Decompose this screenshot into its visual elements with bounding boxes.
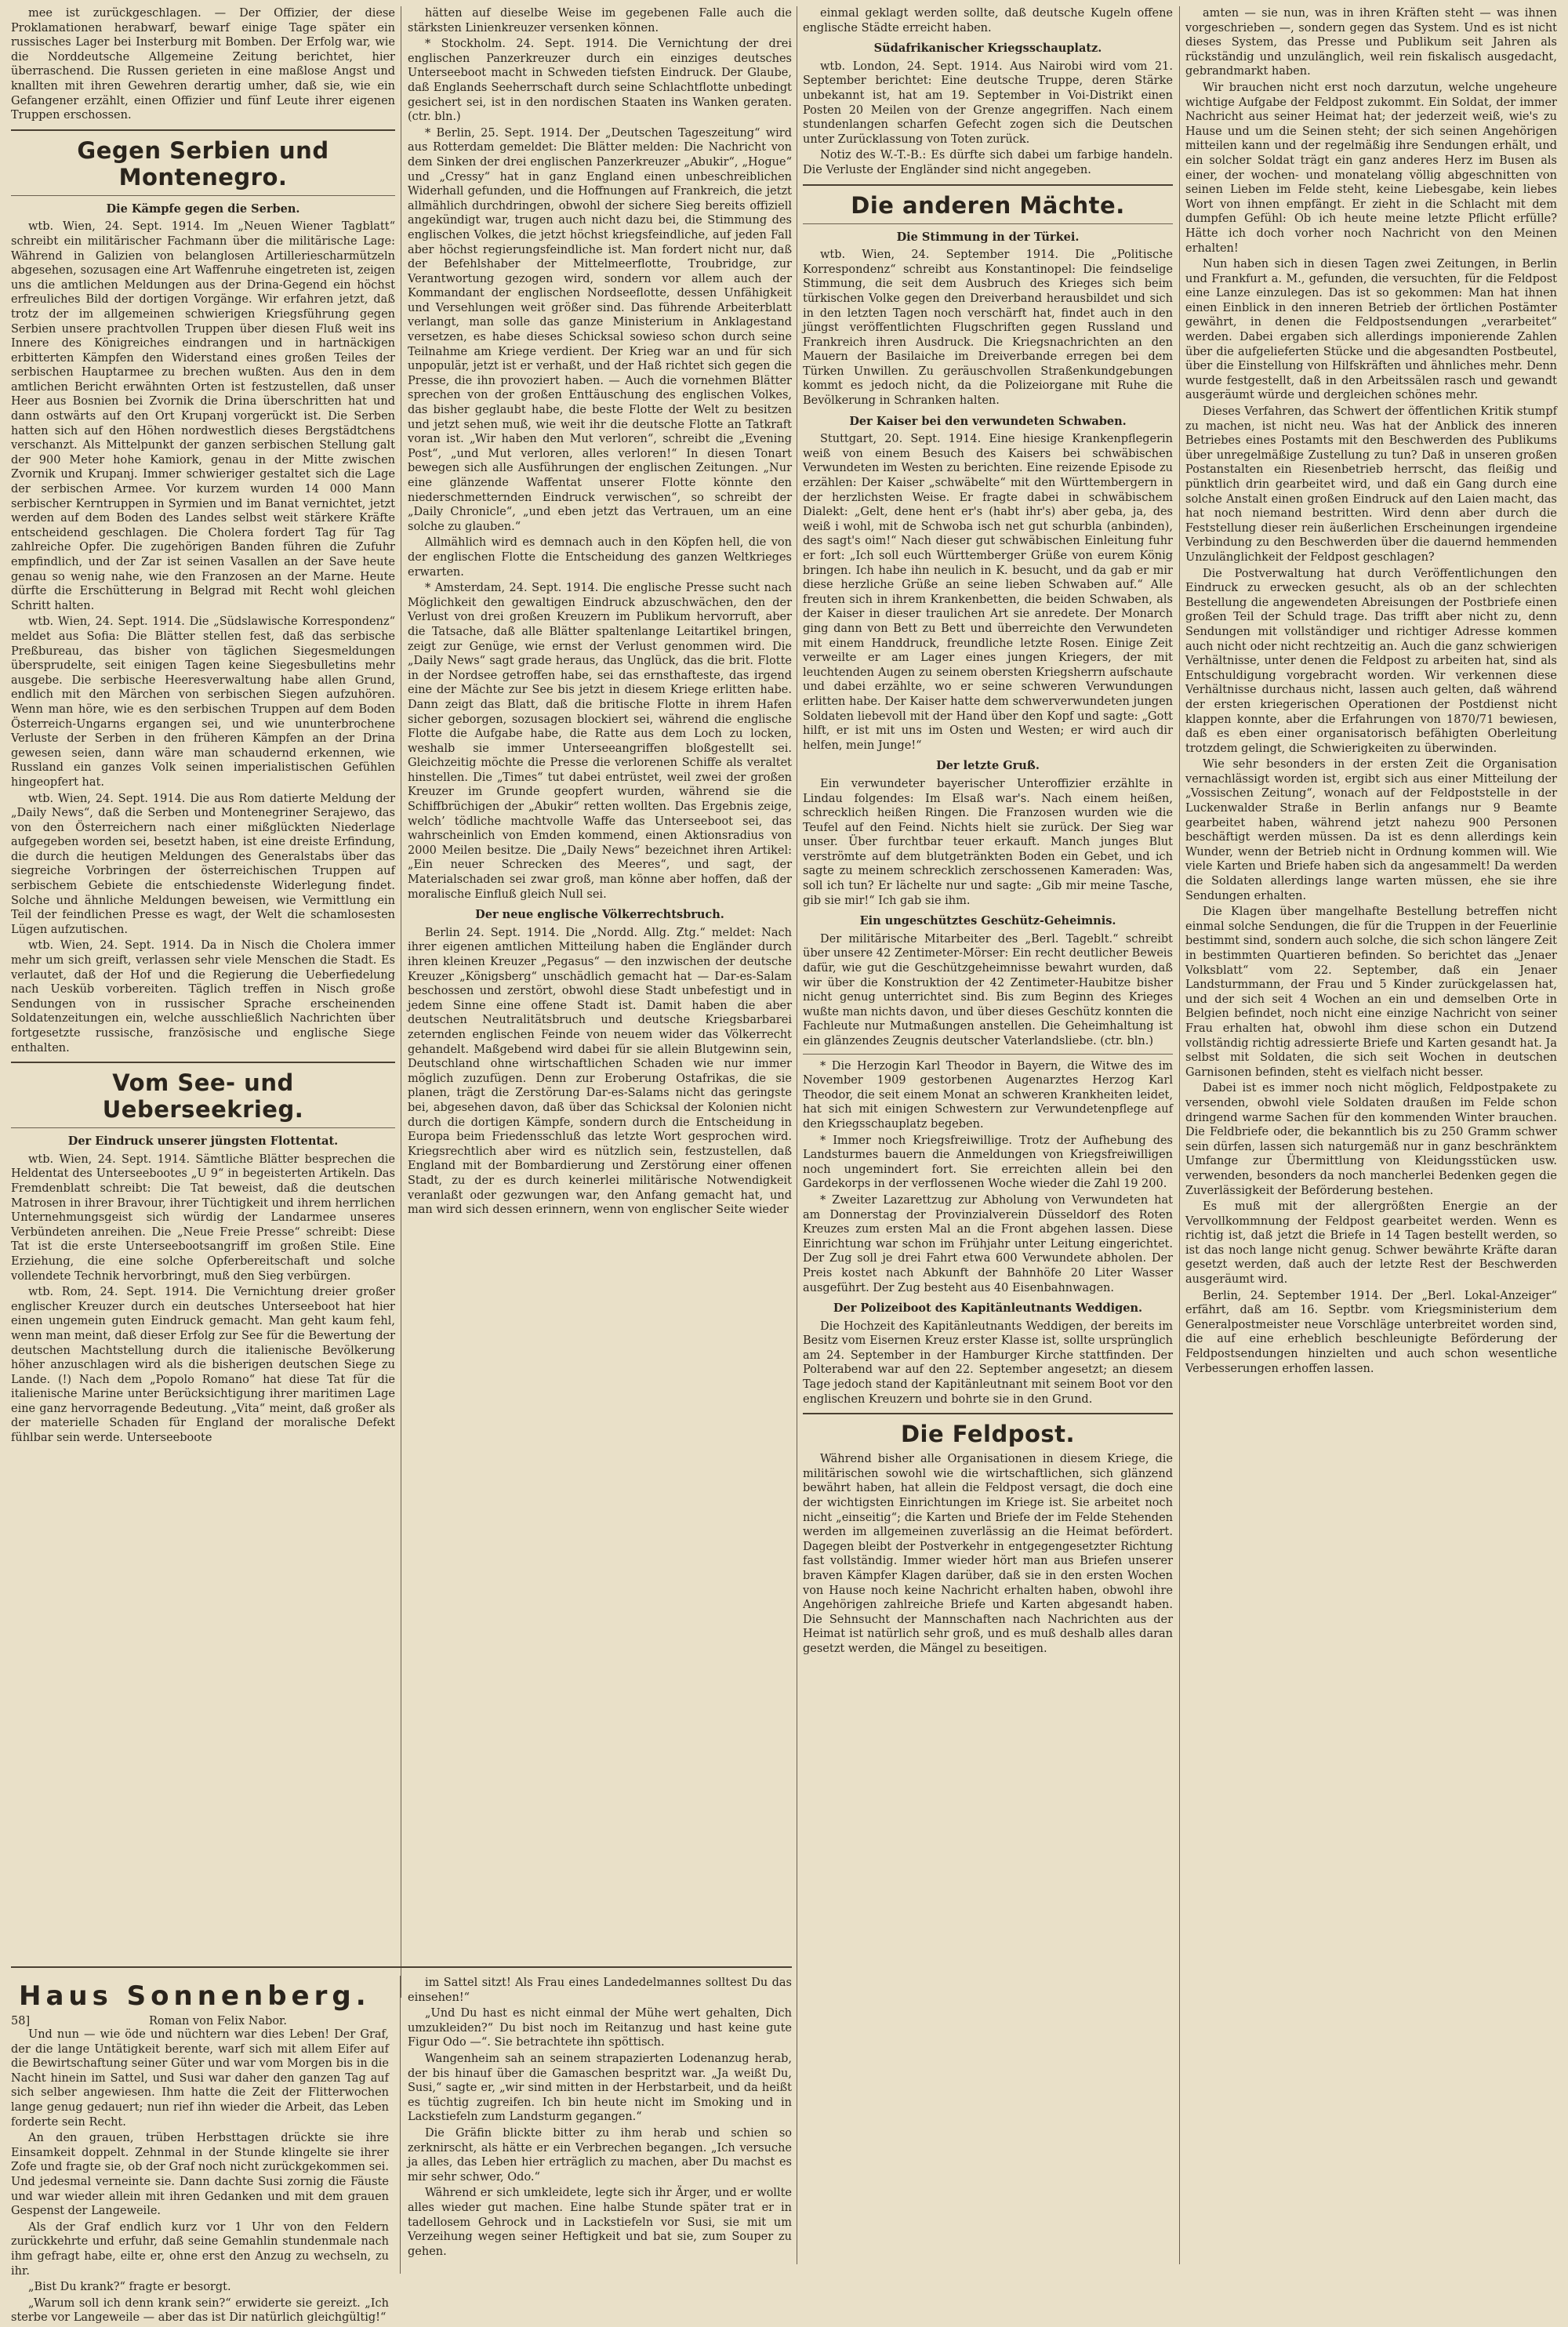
- subheading: Die Stimmung in der Türkei.: [896, 230, 1080, 244]
- article-paragraph: * Immer noch Kriegsfreiwillige. Trotz der Aufhebung des Landsturmes bauern die Anmeldungen von Kriegsfreiwilligen noch ungemindert fort. Sie erreichten allein bei den Gardekorps in der verflossenen Woche wieder die Zahl 19 200.: [803, 1134, 1173, 1191]
- subheading: Der Polizeiboot des Kapitänleutnants Weddigen.: [833, 1301, 1143, 1316]
- novel-paragraph: Und nun — wie öde und nüchtern war dies Leben! Der Graf, der die lange Untätigkeit berente, warf sich mit allem Eifer auf die Bewirtschaftung seiner Güter und war vom Morgen bis in die Nacht hinein im Sattel, und Susi war daher den ganzen Tag auf sich selber angewiesen. Ihm hatte die Zeit der Flitterwochen lange genug gedauert; nun rief ihn wieder die Arbeit, das Leben forderte sein Recht.: [11, 2028, 389, 2129]
- installment-number: 58]: [11, 2015, 31, 2028]
- subheading: Der Kaiser bei den verwundeten Schwaben.: [849, 414, 1127, 428]
- article-paragraph: Dieses Verfahren, das Schwert der öffentlichen Kritik stumpf zu machen, ist nicht neu. Was hat der Anblick des inneren Betriebes eines Postamts mit den Beschwerden des Publikums über unregelmäßige Zustellung zu tun? Daß in unseren großen Postanstalten ein Riesenbetrieb herrscht, das fleißig und pünktlich drin gearbeitet wird, und daß ein Gang durch eine solche Anstalt einen großen Eindruck auf den Laien macht, das hat noch niemand bestritten. Wird denn aber durch die Feststellung dieser rein äußerlichen Erscheinungen irgendeine Verbindung zu den Beschwerden über die dauernd hemmenden Unzulänglichkeit der Feldpost geschlagen?: [1185, 405, 1557, 564]
- column-4: [1185, 6, 1557, 1378]
- subheading: Ein ungeschütztes Geschütz-Geheimnis.: [859, 914, 1116, 928]
- article-paragraph: Der militärische Mitarbeiter des „Berl. Tageblt.“ schreibt über unsere 42 Zentimeter-Mörser: Ein recht deutlicher Beweis dafür, wie gut die Geschützgeheimnisse bewahrt wurden, daß wir über die Konstruktion der 42 Zentimeter-Haubitze bisher nicht genug unterrichtet sind. Bis zum Beginn des Krieges wußte man nichts davon, und über dieses Geschütz konnten die Fachleute nur Mutmaßungen anstellen. Die Geheimhaltung ist ein glänzendes Zeugnis deutscher Vaterlandsliebe. (ctr. bln.): [803, 932, 1173, 1047]
- article-paragraph: Notiz des W.-T.-B.: Es dürfte sich dabei um farbige handeln. Die Verluste der Engländer sind nicht angegeben.: [803, 149, 1173, 176]
- article-paragraph: Wie sehr besonders in der ersten Zeit die Organisation vernachlässigt worden ist, ergibt sich aus einer Mitteilung der „Vossischen Zeitung“, wonach auf der Feldpoststelle in der Luckenwalder Straße in Berlin anfangs nur 9 Beamte gearbeitet haben, während jetzt nahezu 900 Personen beschäftigt werden müssen. Da ist es denn allerdings kein Wunder, wenn der Betrieb nicht in Ordnung kommen will. Wie viele Karten und Briefe haben sich da angesammelt! Da werden die Soldaten allerdings lange warten müssen, ehe sie ihre Sendungen erhalten.: [1185, 758, 1557, 902]
- article-paragraph: wtb. Rom, 24. Sept. 1914. Die Vernichtung dreier großer englischer Kreuzer durch ein deutsches Unterseeboot hat hier einen ungemein guten Eindruck gemacht. Man geht kaum fehl, wenn man meint, daß dieser Erfolg zur See für die Bewertung der deutschen Machtstellung durch die italienische Bevölkerung höher anzuschlagen wird als die bisherigen deutschen Siege zu Lande. (!) Nach dem „Popolo Romano“ hat diese Tat für die italienische Marine unter Berücksichtigung ihrer maritimen Lage eine ganz hervorragende Bedeutung. „Vita“ meint, daß großer als der materielle Schaden für England der moralische Defekt fühlbar sein werde. Unterseeboote: [11, 1286, 395, 1445]
- article-paragraph: * Zweiter Lazarettzug zur Abholung von Verwundeten hat am Donnerstag der Provinzialverein Düsseldorf des Roten Kreuzes zum ersten Mal an die Front abgehen lassen. Diese Einrichtung war schon im Frühjahr unter Leitung eingerichtet. Der Zug soll je drei Fahrt etwa 600 Verwundete abholen. Der Preis kostet nach Abkunft der Bahnhöfe 20 Liter Wasser ausgeführt. Der Zug besteht aus 40 Eisenbahnwagen.: [803, 1193, 1173, 1294]
- article-paragraph: wtb. London, 24. Sept. 1914. Aus Nairobi wird vom 21. September berichtet: Eine deutsche Truppe, deren Stärke unbekannt ist, hat am 19. September in Voi-Distrikt einen Posten 20 Meilen von der Grenze angegriffen. Nach einem stundenlangen scharfen Gefecht zogen sich die Deutschen unter Zurücklassung von Toten zurück.: [803, 60, 1173, 146]
- subheading: Südafrikanischer Kriegsschauplatz.: [873, 42, 1102, 56]
- feuilleton: [11, 1976, 792, 2325]
- section-title-feldpost: Die Feldpost.: [900, 1421, 1076, 1448]
- article-paragraph: Dabei ist es immer noch nicht möglich, Feldpostpakete zu versenden, obwohl viele Soldaten draußen im Felde schon dringend warme Sachen für den kommenden Winter brauchen. Die Feldbriefe oder, die bekanntlich bis zu 250 Gramm schwer sein dürfen, lassen sich naturgemäß nur in ganz beschränktem Umfange zur Übermittlung von Kleidungsstücken usw. verwenden, besonders da noch mancherlei Bedenken gegen die Zuverlässigkeit der Beförderung bestehen.: [1185, 1082, 1557, 1197]
- feuilleton-title: Haus Sonnenberg.: [19, 1980, 371, 2012]
- novel-paragraph: Während er sich umkleidete, legte sich ihr Ärger, und er wollte alles wieder gut machen. Eine halbe Stunde später trat er in tadellosem Gehrock und in Lackstiefeln vor Susi, sie mit um Verzeihung wegen seiner Heftigkeit und bat sie, zum Souper zu gehen.: [408, 2187, 792, 2258]
- article-paragraph: wtb. Wien, 24. Sept. 1914. Die „Südslawische Korrespondenz“ meldet aus Sofia: Die Blätter stellen fest, daß das serbische Preßbureau, das bisher von täglichen Siegesmeldungen übersprudelte, seit einigen Tagen keine Siegesbulletins mehr ausgebe. Die serbische Heeresverwaltung habe allen Grund, endlich mit den Märchen von serbischen Siegen aufzuhören. Wenn man höre, wie es den serbischen Truppen auf dem Boden Österreich-Ungarns ergangen sei, und wie ununterbrochene Verluste der Serben in den früheren Kämpfen an der Drina gewesen seien, dann wäre man schaudernd erkennen, wie Russland ein ganzes Volk seinen imperialistischen Gefühlen hingeopfert hat.: [11, 615, 395, 789]
- divider: [11, 195, 395, 196]
- article-paragraph: Die Klagen über mangelhafte Bestellung betreffen nicht einmal solche Sendungen, die für die Truppen in der Feuerlinie bestimmt sind, sondern auch solche, die sich schon längere Zeit in bestimmten Quartieren befinden. So berichtet das „Jenaer Volksblatt“ vom 22. September, daß ein Jenaer Landsturmmann, der Frau und 5 Kinder zurückgelassen hat, und der sich seit 4 Wochen an ein und demselben Orte in Belgien befindet, noch nicht eine einzige Nachricht von seiner Frau erhalten hat, obwohl ihm diese schon ein Dutzend vollständig richtig adressierte Briefe und Karten gesandt hat. Ja selbst mit Soldaten, die sich seit Wochen in deutschen Garnisonen befinden, steht es vielfach nicht besser.: [1185, 906, 1557, 1079]
- intro-paragraph: mee ist zurückgeschlagen. — Der Offizier, der diese Proklamationen herabwarf, bewarf einige Tage später ein russisches Lager bei Insterburg mit Bomben. Der Erfolg war, wie die Norddeutsche Allgemeine Zeitung berichtet, hier überraschend. Die Russen gerieten in eine maßlose Angst und knallten mit ihren Gewehren derartig umher, daß sie, wie ein Gefangener erzählt, einen Offizier und fünf Leute ihrer eigenen Truppen erschossen.: [11, 7, 395, 122]
- section-title-serbien: Gegen Serbien und Montenegro.: [77, 136, 329, 191]
- article-paragraph: hätten auf dieselbe Weise im gegebenen Falle auch die stärksten Linienkreuzer versenken können.: [408, 7, 792, 34]
- article-paragraph: Wir brauchen nicht erst noch darzutun, welche ungeheure wichtige Aufgabe der Feldpost zukommt. Ein Soldat, der immer Nachricht aus seiner Heimat hat; der jederzeit weiß, wie's zu Hause und um die Seinen steht; der sich seinen Angehörigen mitteilen kann und der regelmäßig ihre Sendungen erhält, und ein solcher Soldat trägt ein ganz anderes Herz im Busen als einer, der wochen- und monatelang völlig abgeschnitten von seinen Lieben im Felde steht, keine Liebesgabe, kein liebes Wort von ihnen empfängt. Er zieht in die Schlacht mit dem dumpfen Gefühl: Ob ich heute meine letzte Pflicht erfülle? Hätte ich doch vorher noch Nachricht von den Meinen erhalten!: [1185, 81, 1557, 255]
- novel-paragraph: Wangenheim sah an seinem strapazierten Lodenanzug herab, der bis hinauf über die Gamaschen bespritzt war. „Ja weißt Du, Susi,“ sagte er, „wir sind mitten in der Herbstarbeit, und da heißt es tüchtig zugreifen. Ich bin heute nicht im Smoking und in Lackstiefeln zum Landsturm gegangen.“: [408, 2052, 792, 2124]
- novel-paragraph: „Warum soll ich denn krank sein?“ erwiderte sie gereizt. „Ich sterbe vor Langeweile — aber das ist Dir natürlich gleichgültig!“: [11, 2296, 389, 2325]
- article-paragraph: wtb. Wien, 24. Sept. 1914. Sämtliche Blätter besprechen die Heldentat des Unterseebootes „U 9“ in begeisterten Artikeln. Das Fremdenblatt schreibt: Die Tat beweist, daß die deutschen Matrosen in ihrer Bravour, ihrer Tüchtigkeit und ihrem herrlichen Unternehmungsgeist sich würdig der Landarmee unseres Verbündeten anreihen. Die „Neue Freie Presse“ schreibt: Diese Tat ist die erste Unterseebootsangriff im großen Stile. Eine Erziehung, die eine solche Opferbereitschaft und solche vollendete Technik hervorbringt, muß den Sieg verbürgen.: [11, 1153, 395, 1283]
- column-2: [408, 6, 792, 1219]
- novel-paragraph: Die Gräfin blickte bitter zu ihm herab und schien so zerknirscht, als hätte er ein Verbrechen begangen. „Ich versuche ja alles, das Leben hier erträglich zu machen, aber Du machst es mir sehr schwer, Odo.“: [408, 2126, 792, 2184]
- article-paragraph: Nun haben sich in diesen Tagen zwei Zeitungen, in Berlin und Frankfurt a. M., gefunden, die versuchten, für die Feldpost eine Lanze einzulegen. Das ist so gekommen: Man hat ihnen einen Einblick in den inneren Betrieb der örtlichen Postämter gewährt, in denen die Feldpostsendungen „verarbeitet“ werden. Dabei ergaben sich allerdings imponierende Zahlen über die aufgelieferten Stücke und die abgesandten Postbeutel, über die Einstellung von Hilfskräften und ähnliches mehr. Denn wurde festgestellt, daß in den Arbeitssälen rasch und gewandt ausgeräumt würde und dergleichen schönes mehr.: [1185, 258, 1557, 402]
- article-paragraph: Allmählich wird es demnach auch in den Köpfen hell, die von der englischen Flotte die Entscheidung des ganzen Weltkrieges erwarten.: [408, 536, 792, 579]
- article-paragraph: Ein verwundeter bayerischer Unteroffizier erzählte in Lindau folgendes: Im Elsaß war's. Nach einem heißen, schrecklich heißen Ringen. Die Franzosen wurden wie die Teufel auf den Feind. Nichts hielt sie zurück. Der Sieg war unser. Über furchtbar teuer erkauft. Manch junges Blut verströmte auf dem blutgetränkten Boden ein Gebet, und ich sagte zu meinem schrecklich zerschossenen Kameraden: Was, soll ich tun? Er lächelte nur und sagte: „Gib mir meine Tasche, gib sie mir!“ Ich gab sie ihm.: [803, 777, 1173, 907]
- column-1: [11, 6, 395, 1447]
- article-paragraph: * Die Herzogin Karl Theodor in Bayern, die Witwe des im November 1909 gestorbenen Augenarztes Herzog Karl Theodor, die seit einem Monat an schweren Krankheiten leidet, hat sich mit einigen Schwestern zur Verwundetenpflege auf den Kriegsschauplatz begeben.: [803, 1059, 1173, 1131]
- article-paragraph: Berlin 24. Sept. 1914. Die „Nordd. Allg. Ztg.“ meldet: Nach ihrer eigenen amtlichen Mitteilung haben die Engländer durch ihren kleinen Kreuzer „Pegasus“ — den inzwischen der deutsche Kreuzer „Königsberg“ unschädlich gemacht hat — Dar-es-Salam beschossen und zerstört, obwohl diese Stadt unbefestigt und in jedem Sinne eine offene Stadt ist. Damit haben die aber deutschen Neutralitätsbruch und deutsche Kriegsbarbarei zeternden englischen Feinde von neuem wider das Völkerrecht gehandelt. Maßgebend wird dabei für sie allein Blutgewinn sein, Deutschland ohne wirtschaftlichen Schaden wie nur immer möglich zuzufügen. Denn zur Eroberung Ostafrikas, die sie planen, trägt die Zerstörung Dar-es-Salams nicht das geringste bei, abgesehen davon, daß über das Schicksal der Kolonien nicht durch die dortigen Kämpfe, sondern durch die Entscheidung in Europa beim Friedensschluß das letzte Wort gesprochen wird. Kriegsrechtlich aber wird es nützlich sein, festzustellen, daß England mit der Bombardierung und Zerstörung einer offenen Stadt, zu der es durch keinerlei militärische Notwendigkeit veranlaßt oder gezwungen war, den Anfang gemacht hat, und man wird sich dessen erinnern, wenn von englischer Seite wieder: [408, 926, 792, 1217]
- feuilleton-subtitle: Roman von Felix Nabor.: [148, 2015, 287, 2028]
- article-paragraph: Die Hochzeit des Kapitänleutnants Weddigen, der bereits im Besitz vom Eisernen Kreuz erster Klasse ist, sollte ursprünglich am 24. September in der Hamburger Kirche stattfinden. Der Polterabend war auf den 22. September angesetzt; an diesem Tage jedoch stand der Kapitänleutnant mit seinem Boot vor den englischen Kreuzern und bohrte sie in den Grund.: [803, 1320, 1173, 1406]
- subheading: Die Kämpfe gegen die Serben.: [106, 201, 300, 216]
- novel-paragraph: „Bist Du krank?“ fragte er besorgt.: [28, 2281, 231, 2294]
- article-paragraph: Während bisher alle Organisationen in diesem Kriege, die militärischen sowohl wie die wirtschaftlichen, sich glänzend bewährt haben, hat allein die Feldpost versagt, die doch eine der wichtigsten Einrichtungen im Kriege ist. Sie arbeitet noch nicht „einseitig“; die Karten und Briefe der im Felde Stehenden werden im allgemeinen zuverlässig an die Heimat befördert. Dagegen bleibt der Postverkehr in entgegengesetzter Richtung fast vollständig. Immer wieder hört man aus Briefen unserer braven Kämpfer Klagen darüber, daß sie in den ersten Wochen von Hause noch keine Nachricht erhalten haben, obwohl ihre Angehörigen zahlreiche Briefe und Karten abgesandt haben. Die Sehnsucht der Mannschaften nach Nachrichten aus der Heimat ist natürlich sehr groß, und es muß deshalb alles daran gesetzt werden, die Mängel zu beseitigen.: [803, 1453, 1173, 1655]
- novel-paragraph: im Sattel sitzt! Als Frau eines Landedelmannes solltest Du das einsehen!“: [408, 1977, 792, 2004]
- divider: [11, 129, 395, 131]
- divider: [803, 184, 1173, 186]
- column-rule: [1179, 6, 1180, 2264]
- novel-paragraph: Als der Graf endlich kurz vor 1 Uhr von den Feldern zurückkehrte und erfuhr, daß seine Gemahlin stundenmale nach ihm gefragt habe, eilte er, ohne erst den Anzug zu wechseln, zu ihr.: [11, 2220, 389, 2278]
- article-paragraph: * Stockholm. 24. Sept. 1914. Die Vernichtung der drei englischen Panzerkreuzer durch ein einziges deutsches Unterseeboot macht in Schweden tiefsten Eindruck. Der Glaube, daß Englands Seeherrschaft durch seine Schlachtflotte unbedingt gesichert sei, ist in den nordischen Staaten ins Wanken geraten. (ctr. bln.): [408, 38, 792, 124]
- column-3: [803, 6, 1173, 1658]
- divider: [11, 1062, 395, 1063]
- article-paragraph: wtb. Wien, 24. Sept. 1914. Im „Neuen Wiener Tagblatt“ schreibt ein militärischer Fachmann über die militärische Lage: Während in Galizien von belanglosen Artilleriescharmützeln abgesehen, sozusagen eine Art Waffenruhe eingetreten ist, zeigen uns die amtlichen Meldungen aus der Drina-Gegend ein höchst erfreuliches Bild der dortigen Vorgänge. Wir erfahren jetzt, daß trotz der im allgemeinen schwierigen Kriegsführung gegen Serbien unsere prachtvollen Truppen über diesen Fluß weit ins Innere des Königreiches eindrangen und in hartnäckigen erbitterten Kämpfen den Widerstand eines großen Teiles der serbischen Hauptarmee zu brechen wußten. Aus den in dem amtlichen Bericht erwähnten Orten ist festzustellen, daß unser Heer aus Bosnien bei Zvornik die Drina überschritten hat und dann ostwärts auf den Ort Krupanj vorgerückt ist. Die Serben hatten sich auf den Höhen nordwestlich dieses Bergstädtchens verschanzt. Als Mittelpunkt der ganzen serbischen Stellung galt der 900 Meter hohe Kamiork, genau in der Mitte zwischen Zvornik und Krupanj. Immer schwieriger gestaltet sich die Lage der serbischen Armee. Vor kurzem wurden 14 000 Mann serbischer Kerntruppen in Syrmien und im Banat vernichtet, jetzt werden auf dem Boden des Landes selbst weit stärkere Kräfte entscheidend geschlagen. Die Cholera fordert Tag für Tag zahlreiche Opfer. Die zugehörigen Banden führen die Zufuhr empfindlich, und der Zar ist seinen Vasallen an der Save heute genau so wenig nahe, wie den Franzosen an der Marne. Heute dürfte die Erschütterung in Belgrad mit Recht wohl gleichen Schritt halten.: [11, 220, 395, 612]
- feuilleton-column-2: [408, 1976, 792, 2260]
- article-paragraph: wtb. Wien, 24. September 1914. Die „Politische Korrespondenz“ schreibt aus Konstantinopel: Die feindselige Stimmung, die seit dem Ausbruch des Krieges sich beim türkischen Volke gegen den Dreiverband herausbildet und sich in den letzten Tagen noch verschärft hat, findet auch in den jüngst veröffentlichten Flugschriften gegen Russland und Frankreich ihren Ausdruck. Die Kriegsnachrichten an den Mauern der Basilaiche im Dreiverbande erregen bei dem Türken Unwillen. Zu geräuschvollen Straßenkundgebungen kommt es jedoch nicht, da die Polizeiorgane mit Ruhe die Bevölkerung in Schranken halten.: [803, 249, 1173, 408]
- article-paragraph: amten — sie nun, was in ihren Kräften steht — was ihnen vorgeschrieben —, sondern gegen das System. Und es ist nicht dieses System, das Presse und Publikum seit Jahren als rückständig und unzulänglich, weil rein fiskalisch ausgedacht, gebrandmarkt haben.: [1185, 7, 1557, 78]
- subheading: Der neue englische Völkerrechtsbruch.: [475, 908, 724, 922]
- divider: [803, 1413, 1173, 1414]
- article-paragraph: * Berlin, 25. Sept. 1914. Der „Deutschen Tageszeitung“ wird aus Rotterdam gemeldet: Die Blätter melden: Die Nachricht von dem Sinken der drei englischen Panzerkreuzer „Abukir“, „Hogue“ und „Cressy“ hat in ganz England einen unbeschreiblichen Widerhall gefunden, und die Hoffnungen auf Frankreich, die jetzt allmählich durchdringen, obwohl der sichere Sieg bereits offiziell angekündigt war, trugen auch nicht dazu bei, die Stimmung des englischen Volkes, die jetzt höchst kriegsfeindliche, auf jeden Fall aber höchst regierungsfeindliche ist. Man fordert nicht nur, daß der Befehlshaber der Mittelmeerflotte, Troubridge, zur Verantwortung gezogen wird, sondern vor allem auch der Kommandant der englischen Nordseeflotte, dessen Unfähigkeit und Versehlungen weit größer sind. Das führende Arbeiterblatt verlangt, man solle das ganze Ministerium in Anklagestand versetzen, es habe dieses Schicksal sowieso schon durch seine Teilnahme am Kriege verdient. Der Krieg war an und für sich unpopulär, jetzt ist er verhaßt, und der Haß richtet sich gegen die Presse, die ihn provoziert haben. — Auch die vornehmen Blätter sprechen von der großen Enttäuschung des englischen Volkes, das bisher geglaubt habe, die beste Flotte der Welt zu besitzen und jetzt sehen muß, wie weit ihr die deutsche Flotte an Tatkraft voran ist. „Wir haben den Mut verloren“, schreibt die „Evening Post“, „und Mut verloren, alles verloren!“ In diesen Tonart bewegen sich alle Ausführungen der englischen Zeitungen. „Nur eine glänzende Waffentat unserer Flotte könnte den niederschmetternden Eindruck verwischen“, so schreibt der „Daily Chronicle“, „und eben jetzt das Vertrauen, um an eine solche zu glauben.“: [408, 126, 792, 533]
- feuilleton-column-1: [11, 2028, 389, 2327]
- subheading: Der Eindruck unserer jüngsten Flottentat.: [67, 1134, 339, 1149]
- article-paragraph: Die Postverwaltung hat durch Veröffentlichungen den Eindruck zu erwecken gesucht, als ob an der schlechten Bestellung die angewendeten Abreisungen der Postbriefe einen großen Teil der Schuld trage. Das trifft aber nicht zu, denn Sendungen mit vollständiger und richtiger Adresse kommen auch nicht oder nicht rechtzeitig an. Auch die ganz schwierigen Verhältnisse, unter denen die Feldpost zu arbeiten hat, sind als Entschuldigung vorgebracht worden. Wir verkennen diese Verhältnisse durchaus nicht, lassen auch gelten, daß während der ersten kriegerischen Operationen der Postdienst nicht klappen konnte, aber die Erfahrungen von 1870/71 bewiesen, daß es eben einer organisatorisch befähigten Oberleitung trotzdem gelingt, die Schwierigkeiten zu überwinden.: [1185, 567, 1557, 755]
- article-paragraph: wtb. Wien, 24. Sept. 1914. Die aus Rom datierte Meldung der „Daily News“, daß die Serben und Montenegriner Serajewo, das von den Österreichern nach einer mißglückten Niederlage aufgegeben worden sei, besetzt haben, ist eine dreiste Erfindung, die durch die heutigen Meldungen des Generalstabs über das siegreiche Vorbringen der österreichischen Truppen auf serbischem Gebiete die entschiedenste Widerlegung findet. Solche und ähnliche Meldungen beweisen, wie Vermittlung ein Teil der feindlichen Presse es wagt, der Welt die schamlosesten Lügen aufzutischen.: [11, 792, 395, 936]
- subheading: Der letzte Gruß.: [936, 759, 1040, 773]
- novel-paragraph: An den grauen, trüben Herbsttagen drückte sie ihre Einsamkeit doppelt. Zehnmal in der Stunde klingelte sie ihrer Zofe und fragte sie, ob der Graf noch nicht zurückgekommen sei. Und jedesmal verneinte sie. Dann dachte Susi zornig die Fäuste und war wieder allein mit ihren Gedanken und mit dem grauen Gespenst der Langeweile.: [11, 2132, 389, 2218]
- article-paragraph: einmal geklagt werden sollte, daß deutsche Kugeln offene englische Städte erreicht haben.: [803, 7, 1173, 34]
- article-paragraph: Berlin, 24. September 1914. Der „Berl. Lokal-Anzeiger“ erfährt, daß am 16. Septbr. vom Kriegsministerium dem Generalpostmeister neue Vorschläge unterbreitet worden sind, die auf eine erheblich beschleunigte Beförderung der Feldpostsendungen hinzielten und auch schon wesentliche Verbesserungen erhoffen lassen.: [1185, 1289, 1557, 1375]
- divider: [803, 1054, 1173, 1055]
- article-paragraph: * Amsterdam, 24. Sept. 1914. Die englische Presse sucht nach Möglichkeit den gewaltigen Eindruck abzuschwächen, den der Verlust von drei großen Kreuzern im Publikum hervorruft, aber die Tatsache, daß alle Blätter spaltenlange Leitartikel bringen, zeigt zur Genüge, wie ernst der Verlust genommen wird. Die „Daily News“ sagt grade heraus, das Unglück, das die brit. Flotte in der Nordsee getroffen habe, sei das ernsthafteste, das irgend eine der Mächte zur See bis jetzt in diesem Kriege erlitten habe. Dann zeigt das Blatt, daß die britische Flotte in ihrem Hafen sicher geborgen, sozusagen blockiert sei, während die englische Flotte die Aufgabe habe, die Ratte aus dem Loch zu locken, weshalb sie immer Unterseeangriffen bloßgestellt sei. Gleichzeitig möchte die Presse die verlorenen Schiffe als veraltet hinstellen. Die „Times“ tut dabei entrüstet, weil zwei der großen Kreuzer im Grunde geopfert wurden, während sie die Schiffbrüchigen der „Abukir“ retten wollten. Das Ergebnis zeige, welch’ tödliche machtvolle Waffe das Unterseeboot sei, das wahrscheinlich von Emden kommend, einen Aktionsradius von 2000 Meilen besitze. Die „Daily News“ bezeichnet ihren Artikel: „Ein neuer Schrecken des Meeres“, und sagt, der Materialschaden sei zwar groß, man könne aber hoffen, daß der moralische Einfluß gleich Null sei.: [408, 582, 792, 901]
- article-paragraph: Stuttgart, 20. Sept. 1914. Eine hiesige Krankenpflegerin weiß von einem Besuch des Kaisers bei schwäbischen Verwundeten im Westen zu berichten. Eine reizende Episode zu erzählen: Der Kaiser „schwäbelte“ mit den Württembergern in der herzlichsten Weise. Er fragte dabei in schwäbischem Dialekt: „Gelt, dene hent er's (habt ihr's) aber geba, ja, des weiß i wohl, mit de Schwoba isch net gut schurbla (anbinden), des sagt's oim!“ Nach dieser gut schwäbischen Einleitung fuhr er fort: „Ich soll euch Württemberger Grüße von eurem König bringen. Ich habe ihn neulich in K. besucht, und da gab er mir diese herzliche Grüße an seine lieben Schwaben auf.“ Alle freuten sich in ihrem Krankenbetten, die beiden Schwaben, als der Kaiser in dieser traulichen Art sie anredete. Der Monarch ging dann von Bett zu Bett und überreichte den Verwundeten mit einem Handdruck, freundliche letzte Rosen. Einige Zeit verweilte er am Lager eines jungen Kriegers, der mit leuchtenden Augen zu seinem obersten Kriegsherrn aufschaute und dabei erzählte, wo er seine schweren Verwundungen erlitten habe. Der Kaiser hatte dem schwerverwundeten jungen Soldaten liebevoll mit der Hand über den Kopf und sagte: „Gott hilft, er ist mit uns im Osten und Westen; er wird auch dir helfen, mein Junge!“: [803, 433, 1173, 752]
- section-title-maechte: Die anderen Mächte.: [851, 191, 1125, 219]
- article-paragraph: wtb. Wien, 24. Sept. 1914. Da in Nisch die Cholera immer mehr um sich greift, verlassen sehr viele Menschen die Stadt. Es verlautet, daß der Hof und die Regierung die Ueberfiedelung nach Uesküb vorbereiten. Täglich treffen in Nisch große Sendungen von in russischer Sprache erscheinenden Soldatenzeitungen ein, welche ausschließlich Nachrichten über fortgesetzte russische, französische und englische Siege enthalten.: [11, 939, 395, 1055]
- novel-paragraph: „Und Du hast es nicht einmal der Mühe wert gehalten, Dich umzukleiden?“ Du bist noch im Reitanzug und hast keine gute Figur Odo —“. Sie betrachtete ihn spöttisch.: [408, 2007, 792, 2049]
- article-paragraph: Es muß mit der allergrößten Energie an der Vervollkommnung der Feldpost gearbeitet werden. Wenn es richtig ist, daß jetzt die Briefe in 14 Tagen bestellt werden, so ist das noch lange nicht genug. Schwer bewährte Kräfte daran gesetzt werden, daß auch der letzte Rest der Beschwerden ausgeräumt wird.: [1185, 1200, 1557, 1287]
- divider: [11, 1127, 395, 1128]
- divider: [803, 223, 1173, 224]
- section-title-seekrieg: Vom See- und Ueberseekrieg.: [102, 1069, 304, 1124]
- feuilleton-rule: [11, 1966, 792, 1968]
- column-rule: [400, 1976, 401, 2274]
